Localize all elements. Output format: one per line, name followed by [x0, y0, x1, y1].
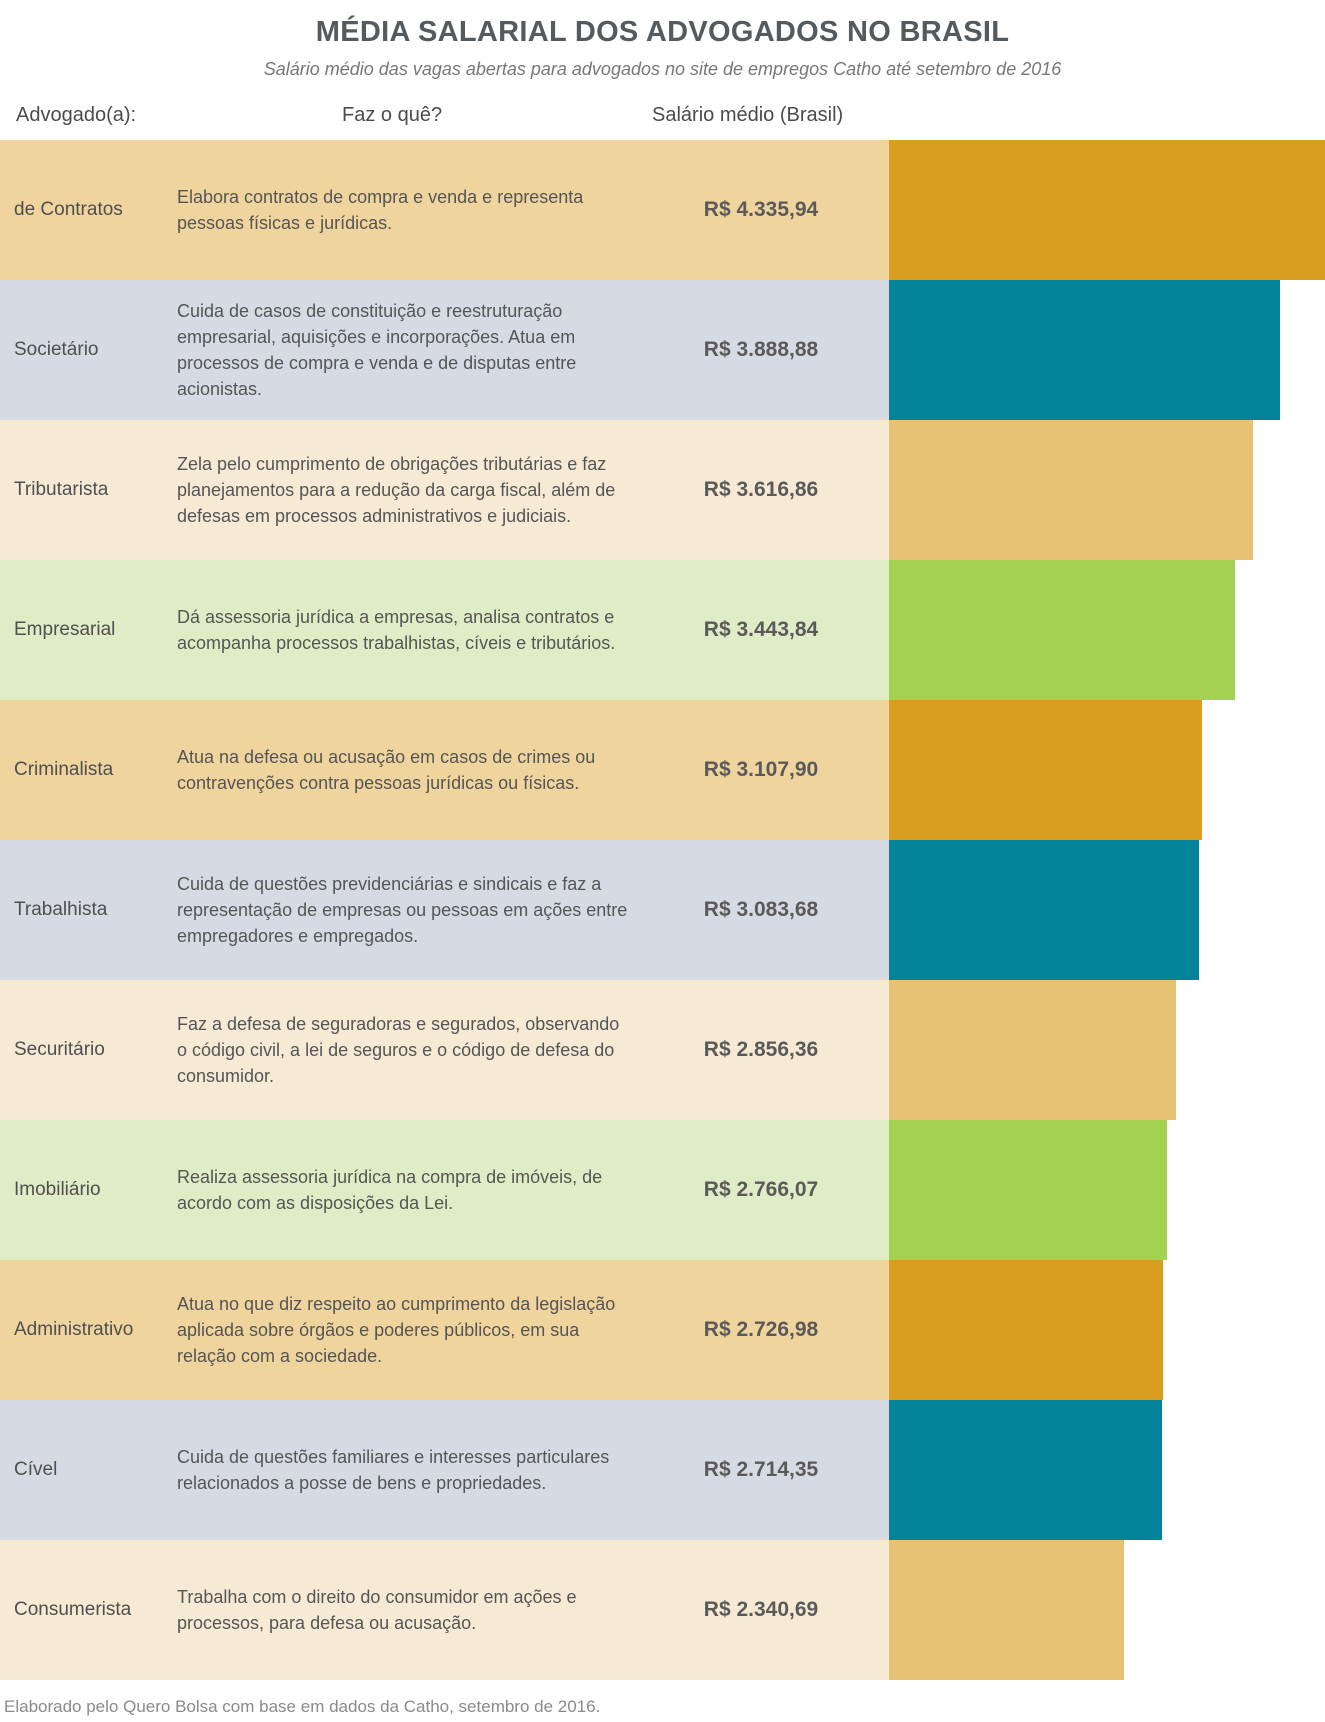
bar — [889, 560, 1235, 700]
column-header-faz: Faz o quê? — [342, 104, 443, 126]
category-label: Administrativo — [14, 1319, 134, 1340]
category-description: Realiza assessoria jurídica na compra de imóveis, de acordo com as disposições da Lei. — [177, 1167, 603, 1213]
bar — [889, 980, 1176, 1120]
bar — [889, 1260, 1163, 1400]
bar — [889, 1540, 1124, 1680]
category-label: Empresarial — [14, 619, 116, 640]
bar — [889, 1400, 1162, 1540]
category-description: Cuida de questões familiares e interesses particulares relacionados a posse de bens e propriedades. — [177, 1447, 610, 1493]
value-label: R$ 3.083,68 — [703, 898, 819, 921]
table-row — [0, 140, 889, 280]
bar — [889, 280, 1280, 420]
category-description: Atua no que diz respeito ao cumprimento da legislação aplicada sobre órgãos e poderes públicos, em sua relação com a sociedade. — [177, 1294, 616, 1366]
value-label: R$ 2.856,36 — [703, 1038, 819, 1061]
value-label: R$ 2.340,69 — [703, 1598, 819, 1621]
bar — [889, 140, 1325, 280]
category-description: Atua na defesa ou acusação em casos de crimes ou contravenções contra pessoas jurídicas ou físicas. — [177, 747, 596, 793]
category-label: Societário — [14, 339, 99, 360]
category-label: de Contratos — [14, 199, 123, 220]
category-label: Securitário — [14, 1039, 105, 1060]
table-row — [0, 1400, 889, 1540]
chart-subtitle: Salário médio das vagas abertas para advogados no site de empregos Catho até setembro de 2016 — [263, 59, 1062, 79]
category-label: Imobiliário — [14, 1179, 101, 1200]
table-row — [0, 1120, 889, 1260]
table-row — [0, 560, 889, 700]
category-label: Cível — [14, 1459, 58, 1480]
category-description: Elabora contratos de compra e venda e representa pessoas físicas e jurídicas. — [177, 187, 584, 233]
category-description: Cuida de casos de constituição e reestruturação empresarial, aquisições e incorporações. Atua em processos de compra e venda e de disputas entre acionistas. — [177, 301, 577, 399]
category-description: Dá assessoria jurídica a empresas, analisa contratos e acompanha processos trabalhistas, cíveis e tributários. — [177, 607, 616, 653]
table-row — [0, 420, 889, 560]
table-row — [0, 840, 889, 980]
table-row — [0, 1540, 889, 1680]
bar — [889, 840, 1199, 980]
category-description: Faz a defesa de seguradoras e segurados, observando o código civil, a lei de seguros e o código de defesa do consumidor. — [177, 1014, 620, 1086]
value-label: R$ 3.107,90 — [703, 758, 819, 781]
category-label: Trabalhista — [14, 899, 108, 920]
table-row — [0, 1260, 889, 1400]
column-header-advogado: Advogado(a): — [16, 104, 137, 126]
value-label: R$ 3.443,84 — [703, 618, 819, 641]
source-note: Elaborado pelo Quero Bolsa com base em dados da Catho, setembro de 2016. — [4, 1697, 601, 1716]
chart-title: MÉDIA SALARIAL DOS ADVOGADOS NO BRASIL — [315, 16, 1010, 48]
value-label: R$ 3.616,86 — [703, 478, 819, 501]
bar — [889, 700, 1202, 840]
category-label: Tributarista — [14, 479, 109, 500]
category-description: Zela pelo cumprimento de obrigações tributárias e faz planejamentos para a redução da carga fiscal, além de defesas em processos administrativos e judiciais. — [177, 454, 616, 526]
category-label: Criminalista — [14, 759, 114, 780]
value-label: R$ 2.726,98 — [703, 1318, 819, 1341]
value-label: R$ 2.766,07 — [703, 1178, 819, 1201]
table-row — [0, 280, 889, 420]
column-header-salario: Salário médio (Brasil) — [652, 104, 844, 126]
category-label: Consumerista — [14, 1599, 132, 1620]
bar — [889, 420, 1253, 560]
value-label: R$ 3.888,88 — [703, 338, 819, 361]
table-row — [0, 980, 889, 1120]
value-label: R$ 4.335,94 — [703, 198, 819, 221]
value-label: R$ 2.714,35 — [703, 1458, 819, 1481]
table-row — [0, 700, 889, 840]
category-description: Cuida de questões previdenciárias e sindicais e faz a representação de empresas ou pessoas em ações entre empregadores e empregados. — [177, 874, 628, 946]
category-description: Trabalha com o direito do consumidor em ações e processos, para defesa ou acusação. — [177, 1587, 577, 1633]
bar — [889, 1120, 1167, 1260]
